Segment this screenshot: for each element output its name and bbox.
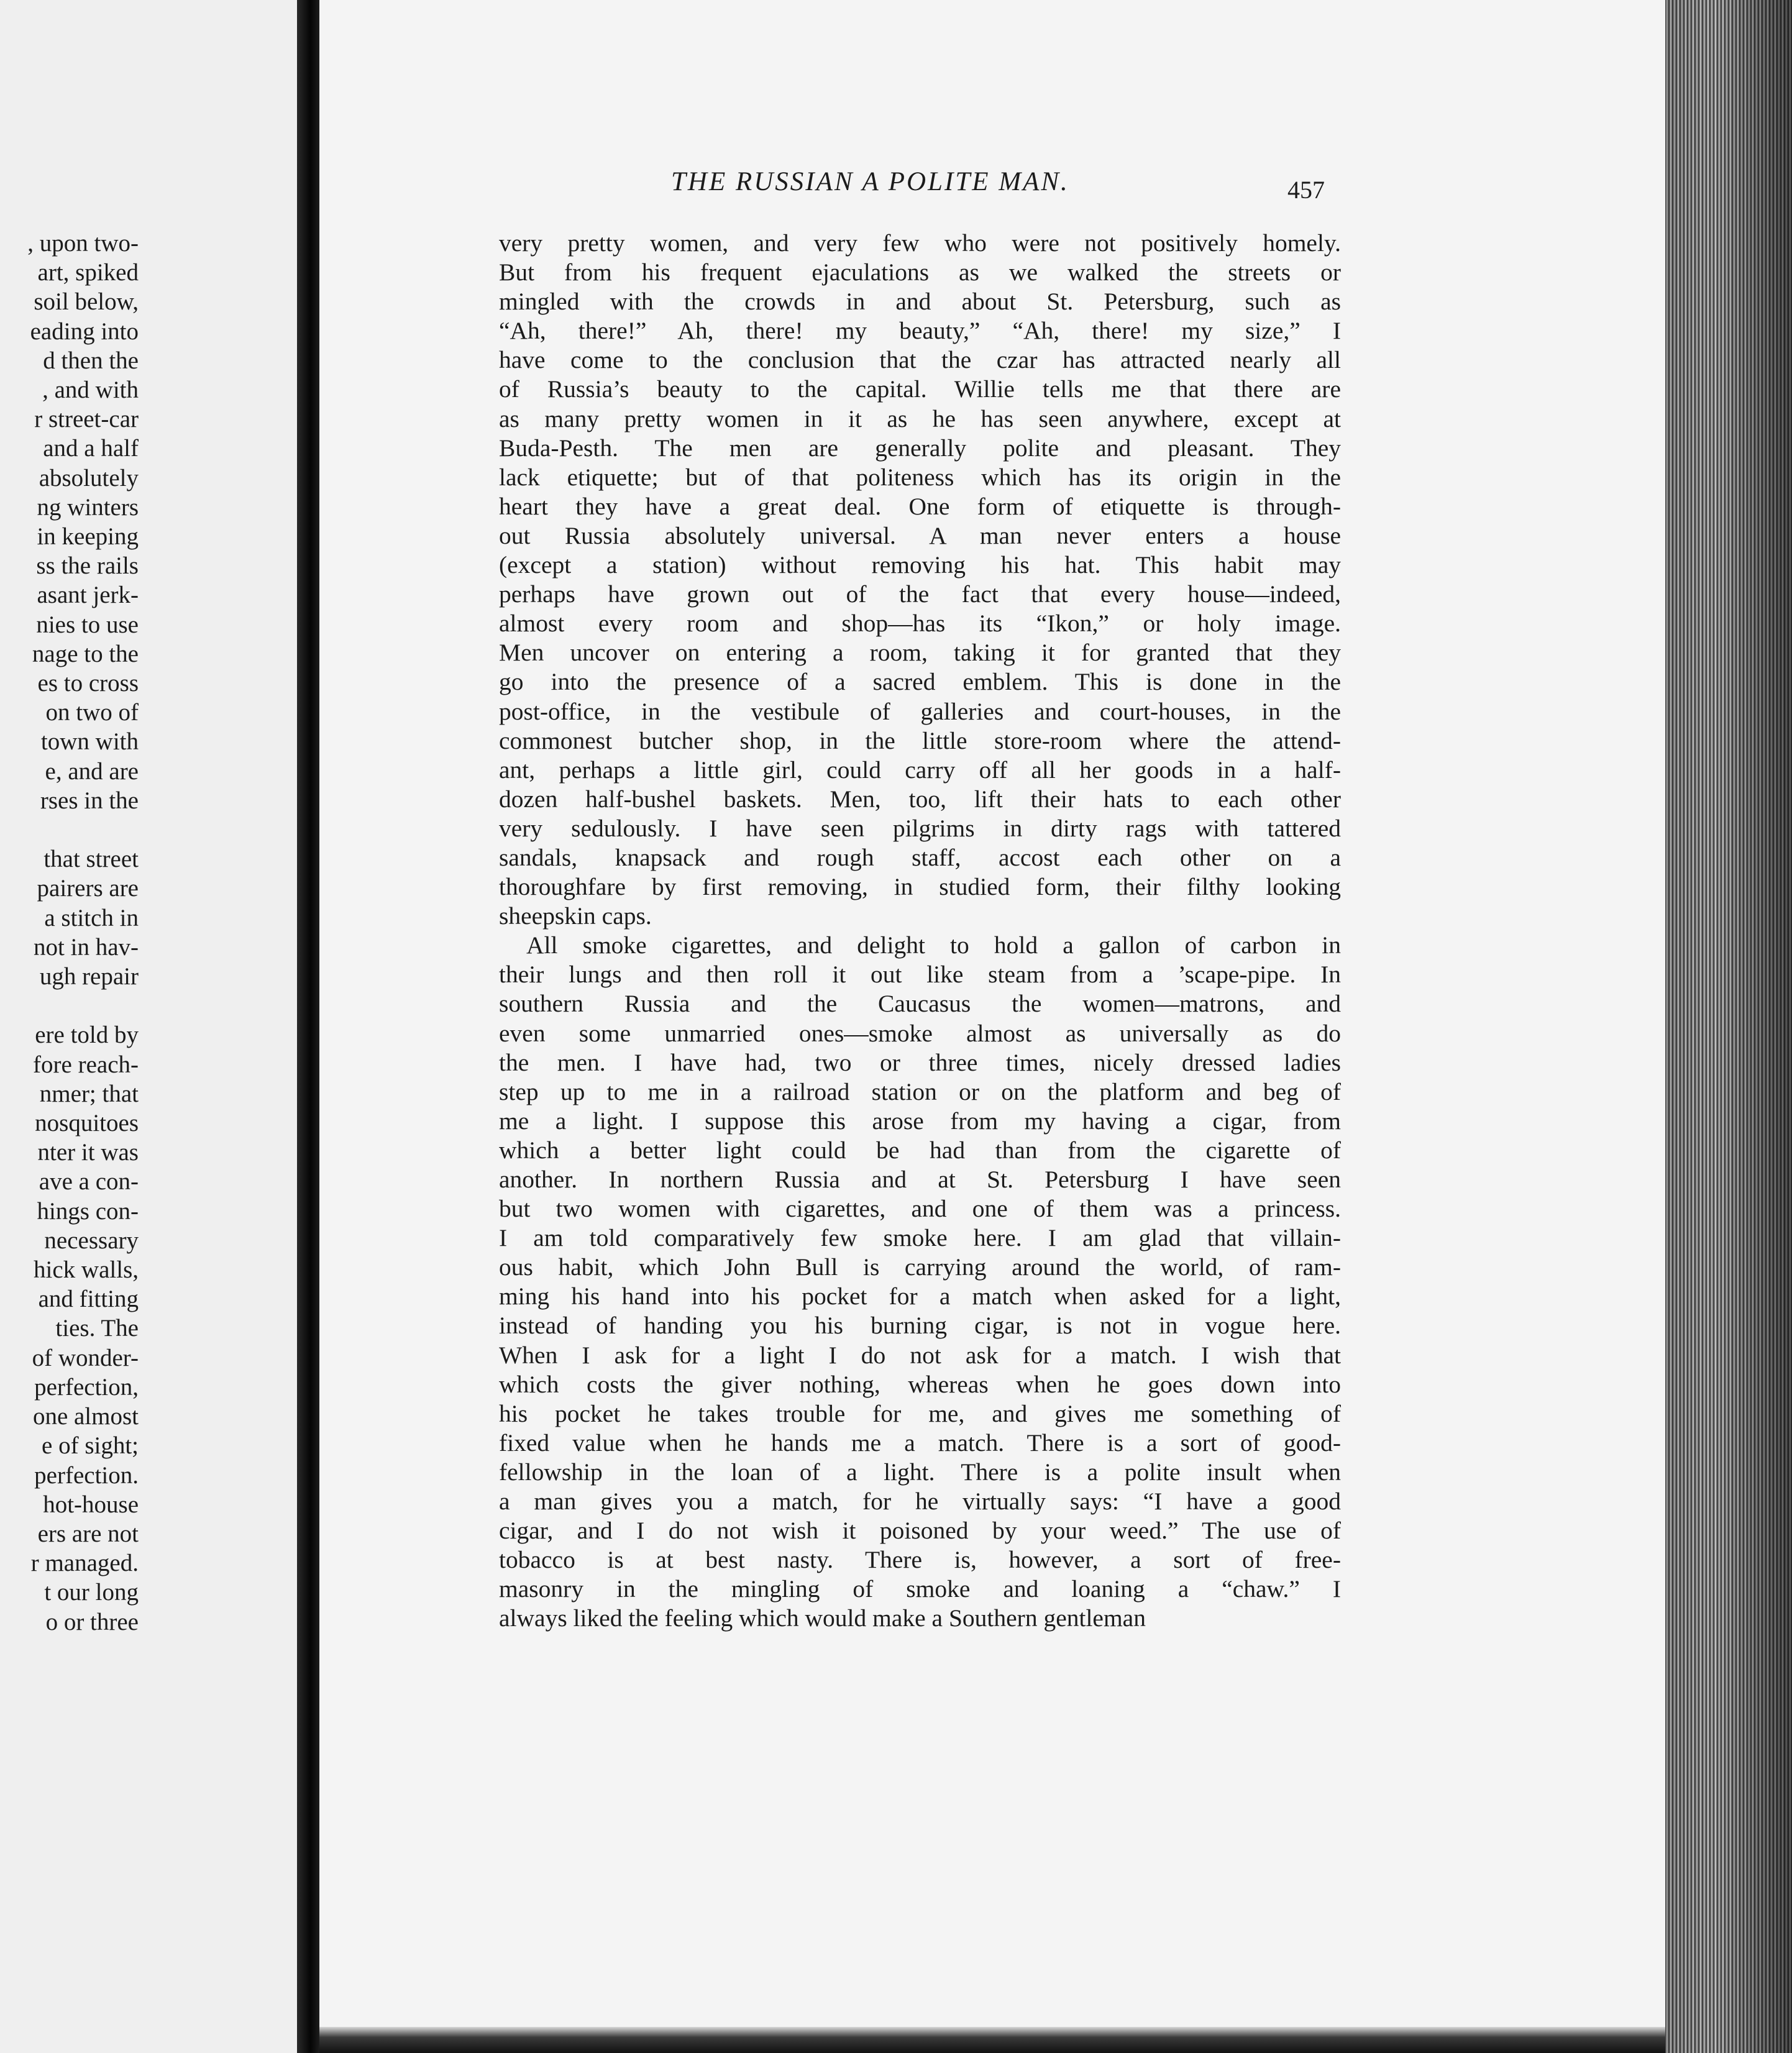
- text-line: instead of handing you his burning cigar, is not in vogue here.: [499, 1312, 1341, 1340]
- left-text-line: art, spiked: [37, 259, 139, 286]
- paragraph-gap: [0, 991, 139, 1020]
- left-text-line: ave a con-: [39, 1168, 139, 1196]
- text-line: his pocket he takes trouble for me, and gives me something of: [499, 1399, 1341, 1427]
- left-text-line: e of sight;: [42, 1432, 139, 1460]
- text-line: have come to the conclusion that the czar has attracted nearly all: [499, 346, 1341, 374]
- left-text-line: ugh repair: [39, 963, 139, 990]
- left-text-line: hick walls,: [34, 1256, 139, 1284]
- left-text-line: town with: [40, 728, 139, 756]
- text-line: another. In northern Russia and at St. Petersburg I have seen: [499, 1166, 1341, 1193]
- text-line: (except a station) without removing his hat. This habit may: [499, 551, 1341, 579]
- text-line: which costs the giver nothing, whereas when he goes down into: [499, 1370, 1341, 1398]
- left-text-line: , and with: [42, 377, 139, 404]
- left-text-line: on two of: [45, 699, 139, 726]
- text-line: but two women with cigarettes, and one of them was a princess.: [499, 1195, 1341, 1223]
- left-text-line: hings con-: [37, 1197, 139, 1225]
- left-text-line: perfection.: [34, 1461, 139, 1489]
- text-line: their lungs and then roll it out like steam from a ’scape-pipe. In: [499, 961, 1341, 989]
- left-text-line: fore reach-: [33, 1051, 139, 1078]
- left-text-line: that street: [43, 846, 139, 873]
- page-number: 457: [1287, 176, 1325, 204]
- text-line: perhaps have grown out of the fact that every house—indeed,: [499, 580, 1341, 608]
- text-line: ous habit, which John Bull is carrying around the world, of ram-: [499, 1253, 1341, 1281]
- left-text-line: nies to use: [36, 611, 139, 638]
- text-line: dozen half-bushel baskets. Men, too, lift their hats to each other: [499, 785, 1341, 813]
- text-line: almost every room and shop—has its “Ikon,” or holy image.: [499, 610, 1341, 638]
- text-line: Men uncover on entering a room, taking it for granted that they: [499, 639, 1341, 667]
- left-text-line: , upon two-: [27, 230, 139, 257]
- text-line: commonest butcher shop, in the little store-room where the attend-: [499, 726, 1341, 754]
- left-text-line: in keeping: [37, 523, 139, 551]
- left-page: [0, 0, 297, 2053]
- left-text-line: not in hav-: [34, 933, 139, 961]
- text-line: thoroughfare by first removing, in studied form, their filthy looking: [499, 873, 1341, 901]
- text-line: always liked the feeling which would make a Southern gentleman: [499, 1604, 1146, 1632]
- left-text-line: ties. The: [55, 1315, 139, 1342]
- left-text-line: t our long: [44, 1579, 139, 1606]
- text-line: tobacco is at best nasty. There is, however, a sort of free-: [499, 1546, 1341, 1574]
- text-line: post-office, in the vestibule of galleries and court-houses, in the: [499, 697, 1341, 725]
- left-text-line: e, and are: [45, 757, 139, 785]
- left-text-line: eading into: [30, 318, 139, 345]
- left-text-line: r street-car: [34, 406, 139, 433]
- left-text-line: a stitch in: [44, 904, 139, 931]
- text-line: me a light. I suppose this arose from my having a cigar, from: [499, 1107, 1341, 1135]
- text-line: out Russia absolutely universal. A man never enters a house: [499, 521, 1341, 549]
- left-text-line: ss the rails: [36, 552, 139, 580]
- text-line: All smoke cigarettes, and delight to hold a gallon of carbon in: [526, 931, 1341, 959]
- text-line: the men. I have had, two or three times, nicely dressed ladies: [499, 1048, 1341, 1076]
- text-line: sandals, knapsack and rough staff, accost each other on a: [499, 843, 1341, 871]
- left-text-line: pairers are: [37, 875, 139, 902]
- text-line: very sedulously. I have seen pilgrims in dirty rags with tattered: [499, 814, 1341, 842]
- text-line: of Russia’s beauty to the capital. Willie tells me that there are: [499, 375, 1341, 403]
- text-line: lack etiquette; but of that politeness which has its origin in the: [499, 463, 1341, 491]
- text-line: masonry in the mingling of smoke and loaning a “chaw.” I: [499, 1575, 1341, 1603]
- text-line: ant, perhaps a little girl, could carry off all her goods in a half-: [499, 756, 1341, 784]
- left-text-line: o or three: [45, 1608, 139, 1635]
- text-line: “Ah, there!” Ah, there! my beauty,” “Ah, there! my size,” I: [499, 317, 1341, 345]
- text-line: which a better light could be had than from the cigarette of: [499, 1136, 1341, 1164]
- text-line: a man gives you a match, for he virtually says: “I have a good: [499, 1488, 1341, 1516]
- left-text-line: soil below,: [34, 288, 139, 316]
- page-bottom-edge: [319, 2027, 1665, 2053]
- text-line: I am told comparatively few smoke here. I am glad that villain-: [499, 1224, 1341, 1252]
- left-text-line: nmer; that: [39, 1080, 139, 1107]
- text-line: Buda-Pesth. The men are generally polite and pleasant. They: [499, 434, 1341, 462]
- text-line: go into the presence of a sacred emblem. This is done in the: [499, 668, 1341, 696]
- left-text-line: r managed.: [30, 1550, 139, 1577]
- paragraph-gap: [0, 815, 139, 844]
- text-line: cigar, and I do not wish it poisoned by your weed.” The use of: [499, 1517, 1341, 1545]
- text-line: ming his hand into his pocket for a match when asked for a light,: [499, 1283, 1341, 1310]
- left-text-line: ng winters: [37, 493, 139, 521]
- text-line: as many pretty women in it as he has seen anywhere, except at: [499, 405, 1341, 432]
- text-line: mingled with the crowds in and about St. Petersburg, such as: [499, 288, 1341, 316]
- left-text-line: d then the: [43, 347, 139, 374]
- text-line: sheepskin caps.: [499, 902, 652, 930]
- left-text-line: nage to the: [32, 640, 139, 667]
- left-text-line: of wonder-: [32, 1344, 139, 1371]
- left-text-line: nter it was: [37, 1139, 139, 1166]
- left-text-line: ers are not: [37, 1520, 139, 1547]
- left-page-text: [0, 229, 139, 1637]
- left-text-line: rses in the: [40, 787, 139, 814]
- text-line: very pretty women, and very few who were not positively homely.: [499, 229, 1341, 257]
- left-text-line: es to cross: [37, 670, 139, 697]
- text-line: fixed value when he hands me a match. There is a sort of good-: [499, 1429, 1341, 1456]
- left-text-line: ere told by: [35, 1022, 139, 1049]
- left-text-line: nosquitoes: [35, 1110, 139, 1137]
- body-text: [499, 229, 1341, 1634]
- text-line: step up to me in a railroad station or on the platform and beg of: [499, 1077, 1341, 1105]
- left-text-line: one almost: [32, 1403, 139, 1430]
- left-text-line: and a half: [43, 435, 139, 462]
- text-line: But from his frequent ejaculations as we walked the streets or: [499, 258, 1341, 286]
- left-text-line: absolutely: [39, 464, 139, 492]
- left-text-line: hot-house: [43, 1491, 139, 1518]
- left-text-line: and fitting: [38, 1286, 139, 1313]
- text-line: heart they have a great deal. One form of etiquette is through-: [499, 492, 1341, 520]
- left-text-line: asant jerk-: [37, 582, 139, 609]
- text-line: When I ask for a light I do not ask for a match. I wish that: [499, 1341, 1341, 1369]
- text-line: southern Russia and the Caucasus the women—matrons, and: [499, 990, 1341, 1018]
- left-text-line: necessary: [44, 1227, 139, 1254]
- page-edge-shadow: [1665, 0, 1792, 2053]
- book-gutter: [297, 0, 319, 2053]
- left-text-line: perfection,: [34, 1373, 139, 1401]
- text-line: fellowship in the loan of a light. There is a polite insult when: [499, 1458, 1341, 1486]
- running-head: THE RUSSIAN A POLITE MAN.: [671, 167, 1069, 196]
- text-line: even some unmarried ones—smoke almost as universally as do: [499, 1019, 1341, 1047]
